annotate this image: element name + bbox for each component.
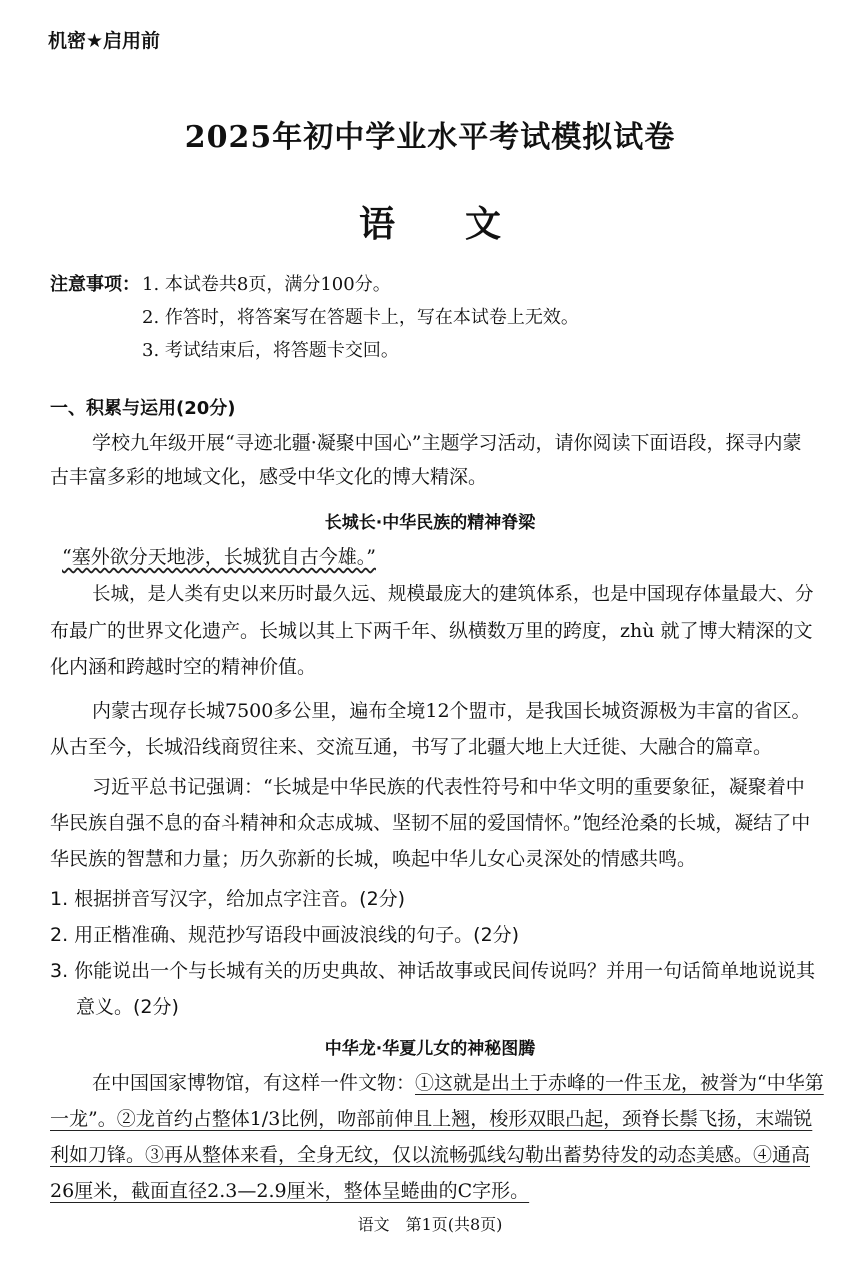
passage-line: 布最广的世界文化遗产。长城以其上下两千年、纵横数万里的跨度，zhù 就了博大精深的文 [50,620,813,642]
question-3: 3. 你能说出一个与长城有关的历史典故、神话故事或民间传说吗？并用一句话简单地说说其 [50,960,816,982]
wavy-underlined-poem: “塞外欲分天地涉，长城犹自古今雄。” [62,546,376,568]
passage-subtitle: 中华龙·华夏儿女的神秘图腾 [324,1039,536,1059]
passage-line: 习近平总书记强调：“长城是中华民族的代表性符号和中华文明的重要象征，凝聚着中 [92,776,805,798]
underlined-line: 利如刀锋。③再从整体来看，全身无纹，仅以流畅弧线勾勒出蓄势待发的动态美感。④通高 [50,1144,811,1166]
passage-line: 华民族的智慧和力量；历久弥新的长城，唤起中华儿女心灵深处的情感共鸣。 [50,848,697,870]
passage-line: 长城，是人类有史以来历时最久远、规模最庞大的建筑体系，也是中国现存体量最大、分 [92,584,814,605]
passage-line: 内蒙古现存长城7500多公里，遍布全境12个盟市，是我国长城资源极为丰富的省区。 [92,700,811,722]
confidential-label: 机密★启用前 [48,30,161,52]
line-prefix: 在中国国家博物馆，有这样一件文物： [92,1072,416,1094]
intro-line: 学校九年级开展“寻迹北疆·凝聚中国心”主题学习活动，请你阅读下面语段，探寻内蒙 [92,432,802,454]
notice-item: 3. 考试结束后，将答题卡交回。 [142,340,399,361]
underlined-line: 一龙”。②龙首约占整体1/3比例，吻部前伸且上翘，梭形双眼凸起，颈脊长鬃飞扬，末端锐 [50,1108,813,1130]
passage-subtitle: 长城长·中华民族的精神脊梁 [324,513,536,533]
exam-title: 2025年初中学业水平考试模拟试卷 [184,120,676,155]
passage-line: 从古至今，长城沿线商贸往来、交流互通，书写了北疆大地上大迁徙、大融合的篇章。 [50,736,773,758]
intro-line: 古丰富多彩的地域文化，感受中华文化的博大精深。 [50,466,488,488]
notice-item: 1. 本试卷共8页，满分100分。 [142,274,391,295]
question-2: 2. 用正楷准确、规范抄写语段中画波浪线的句子。(2分) [50,924,520,946]
question-1: 1. 根据拼音写汉字，给加点字注音。(2分) [50,888,406,910]
underlined-line: 26厘米，截面直径2.3—2.9厘米，整体呈蜷曲的C字形。 [50,1180,530,1202]
notice-label: 注意事项： [50,274,140,295]
underlined-text: ①这就是出土于赤峰的一件玉龙，被誉为“中华第 [415,1072,824,1094]
question-3-cont: 意义。(2分) [76,996,179,1018]
section-heading: 一、积累与运用(20分) [50,398,236,419]
passage-line: 化内涵和跨越时空的精神价值。 [50,656,317,678]
passage-line: 华民族自强不息的奋斗精神和众志成城、坚韧不屈的爱国情怀。”饱经沧桑的长城，凝结了中 [50,812,811,834]
notice-item: 2. 作答时，将答案写在答题卡上，写在本试卷上无效。 [142,307,579,328]
subject-title: 语文 [358,203,571,245]
page-footer: 语文 第1页(共8页) [357,1215,503,1234]
passage-line [92,1068,824,1095]
